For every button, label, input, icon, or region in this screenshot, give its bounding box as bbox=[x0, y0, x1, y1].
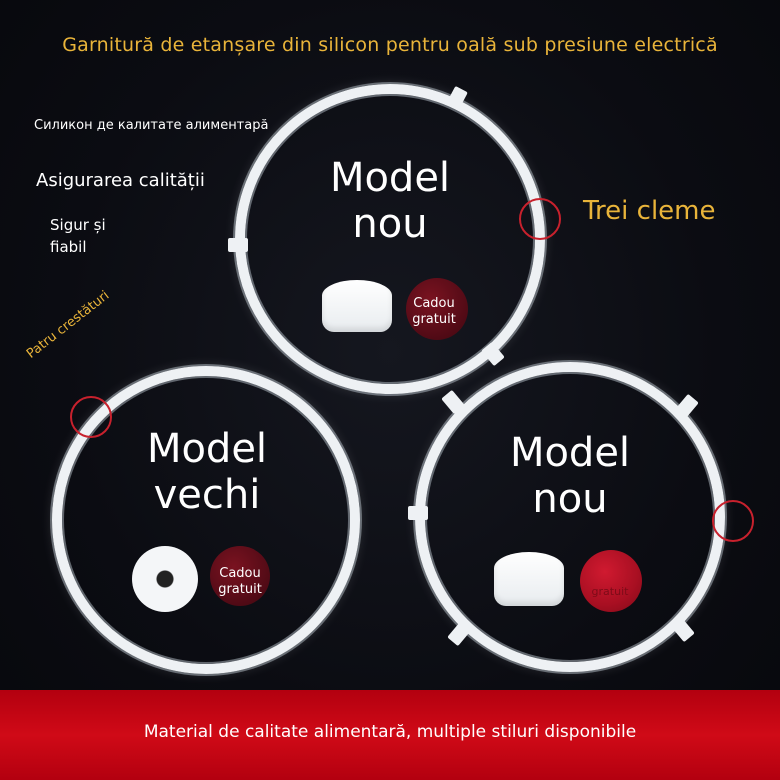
gift-float-cap bbox=[580, 550, 642, 612]
safe-text bbox=[50, 214, 106, 258]
valve-cap bbox=[494, 552, 564, 606]
model-label-top bbox=[300, 155, 480, 247]
three-clips-label: Trei cleme bbox=[583, 196, 716, 226]
gift-label: gratuit bbox=[591, 585, 629, 598]
model-line-1: Model bbox=[329, 155, 451, 201]
gift-line-2: gratuit bbox=[412, 312, 456, 327]
clip-marker bbox=[519, 198, 561, 240]
model-label-right bbox=[480, 430, 660, 522]
model-line-2: nou bbox=[532, 476, 608, 522]
gift-label bbox=[200, 566, 280, 598]
washer bbox=[132, 546, 198, 612]
page-title: Garnitură de etanșare din silicon pentru oală sub presiune electrică bbox=[62, 34, 718, 56]
notch-marker bbox=[70, 396, 112, 438]
quality-text: Asigurarea calității bbox=[36, 170, 205, 191]
safe-line-2: fiabil bbox=[50, 238, 87, 256]
gift-line-1: Cadou bbox=[219, 566, 261, 581]
gift-label bbox=[394, 296, 474, 328]
gift-line-2: gratuit bbox=[218, 582, 262, 597]
model-line-1: Model bbox=[146, 426, 268, 472]
ring-tab bbox=[228, 238, 248, 252]
food-grade-text: Силикон де калитате алиментарă bbox=[34, 118, 269, 133]
model-line-2: vechi bbox=[153, 472, 261, 518]
model-line-1: Model bbox=[509, 430, 631, 476]
model-line-2: nou bbox=[352, 201, 428, 247]
banner-text: Material de calitate alimentară, multiple stiluri disponibile bbox=[143, 722, 637, 742]
four-notches-label: Patru crestături bbox=[24, 288, 113, 362]
valve-cap bbox=[322, 280, 392, 332]
gift-line-1: Cadou bbox=[413, 296, 455, 311]
safe-line-1: Sigur și bbox=[50, 216, 106, 234]
clip-marker bbox=[712, 500, 754, 542]
ring-tab bbox=[408, 506, 428, 520]
model-label-left bbox=[112, 426, 302, 518]
